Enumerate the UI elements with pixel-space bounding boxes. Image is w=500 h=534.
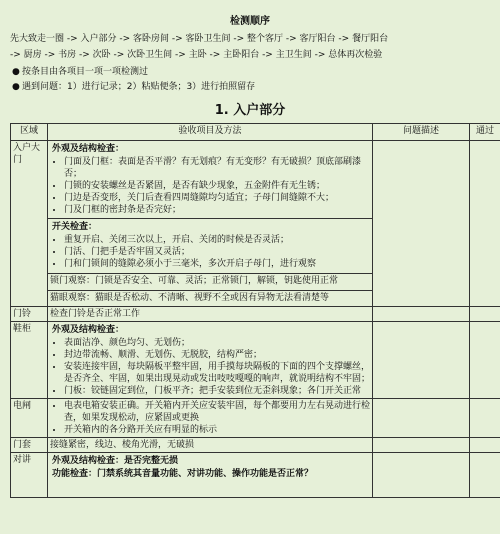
table-row: [11, 141, 500, 307]
bullet-item: ● 按条目由各项目一项一项检测过: [12, 65, 500, 80]
list-item: • 电表电箱安装正确。开关箱内开关应安装牢固，每个都要用力左右晃动进行检查，如果发现松动，应紧固或更换: [64, 400, 370, 424]
item-list: [50, 400, 370, 436]
pass-cell[interactable]: [470, 322, 500, 399]
header-issue: 问题描述: [373, 124, 470, 141]
issue-cell[interactable]: [373, 399, 470, 438]
list-item: • 表面洁净、颜色均匀、无划伤；: [64, 337, 370, 349]
issue-cell[interactable]: [373, 322, 470, 399]
inspection-table: [10, 123, 500, 498]
order-line-1: 先大致走一圈 -> 入户部分 -> 客卧房间 -> 客卧卫生间 -> 整个客厅 -> 客厅阳台 -> 餐厅阳台: [10, 34, 389, 44]
list-item: • 门及门框的密封条是否完好；: [64, 204, 370, 216]
bullet-icon: ●: [12, 67, 20, 77]
order-line-2: -> 厨房 -> 书房 -> 次卧 -> 次卧卫生间 -> 主卧 -> 主卧阳台 -> 主卫生间 -> 总体再次检验: [10, 50, 383, 60]
area-cell: 鞋柜: [11, 322, 48, 399]
section-title: 1. 入户部分: [214, 103, 286, 118]
list-item: • 门板：铰链固定到位，门板平齐；把手安装到位无歪斜现象；各门开关正常: [64, 385, 370, 397]
list-item: • 门锁的安装螺丝是否紧固，是否有缺少现象，五金附件有无生锈；: [64, 180, 370, 192]
table-row: [11, 399, 500, 438]
subheading: 外观及结构检查：: [52, 144, 125, 154]
inspection-order: [10, 31, 492, 63]
issue-cell[interactable]: [373, 307, 470, 322]
pass-cell[interactable]: [470, 307, 500, 322]
pass-cell[interactable]: [470, 399, 500, 438]
content-cell: 接缝紧密，线边、棱角光滑，无破损: [48, 438, 373, 453]
pass-cell[interactable]: [470, 141, 500, 307]
content-cell: [48, 399, 373, 438]
table-row: [11, 438, 500, 453]
item-list: [50, 156, 370, 216]
area-cell: 入户大门: [11, 141, 48, 307]
table-row: [11, 453, 500, 498]
content-cell: [48, 141, 373, 307]
content-cell: [48, 453, 373, 498]
item-list: [50, 234, 370, 270]
issue-cell[interactable]: [373, 453, 470, 498]
inner-section: [48, 218, 372, 271]
subheading: 外观及结构检查：: [52, 325, 125, 335]
table-row: [11, 322, 500, 399]
area-cell: 门铃: [11, 307, 48, 322]
list-item: • 门面及门框：表面是否平滑？有无划痕？有无变形？有无破损？顶底部刷漆否；: [64, 156, 370, 180]
bullet-item: ● 遇到问题：1）进行记录；2）粘贴便条；3）进行拍照留存: [12, 80, 500, 95]
content-cell: 检查门铃是否正常工作: [48, 307, 373, 322]
bullet-icon: ●: [12, 82, 20, 92]
lock-check: 锁门观察：门锁是否安全、可靠、灵活；正常锁门，解锁，钥匙使用正常: [48, 273, 372, 288]
list-item: • 重复开启、关闭三次以上，开启、关闭的时候是否灵活；: [64, 234, 370, 246]
list-item: • 开关箱内的各分路开关应有明显的标示: [64, 424, 370, 436]
issue-cell[interactable]: [373, 438, 470, 453]
list-item: • 门边是否变形，关门后查看四周缝隙均匀适宜；子母门间缝隙不大；: [64, 192, 370, 204]
subheading: 开关检查：: [52, 222, 98, 232]
area-cell: 门套: [11, 438, 48, 453]
function-check: 功能检查：门禁系统其音量功能、对讲功能、操作功能是否正常？: [52, 469, 314, 479]
issue-cell[interactable]: [373, 141, 470, 307]
header-area: 区域: [11, 124, 48, 141]
table-header-row: [11, 124, 500, 141]
list-item: • 门和门锁间的缝隙必须小于三毫米，多次开启子母门，进行观察: [64, 258, 370, 270]
subheading: 外观及结构检查：是否完整无损: [52, 456, 179, 466]
table-row: [11, 307, 500, 322]
item-list: [50, 337, 370, 397]
bullet-list: [12, 65, 500, 95]
content-cell: [48, 322, 373, 399]
area-cell: 电闸: [11, 399, 48, 438]
list-item: • 封边带流畅、顺滑、无划伤、无脱胶，结构严密；: [64, 349, 370, 361]
list-item: • 安装连接牢固，每块隔板平整牢固，用手摸每块隔板的下面的四个支撑螺丝，是否齐全、牢固，如果出现晃动或发出吱吱嘎嘎的响声，就说明结构不牢固；: [64, 361, 370, 385]
header-content: 验收项目及方法: [48, 124, 373, 141]
pass-cell[interactable]: [470, 453, 500, 498]
doc-title: 检测顺序: [230, 16, 270, 27]
peephole-check: 猫眼观察：猫眼是否松动、不清晰、视野不全或因有异物无法看清楚等: [48, 290, 372, 305]
list-item: • 门活、门把手是否牢固又灵活；: [64, 246, 370, 258]
header-pass: 通过: [470, 124, 500, 141]
pass-cell[interactable]: [470, 438, 500, 453]
area-cell: 对讲: [11, 453, 48, 498]
